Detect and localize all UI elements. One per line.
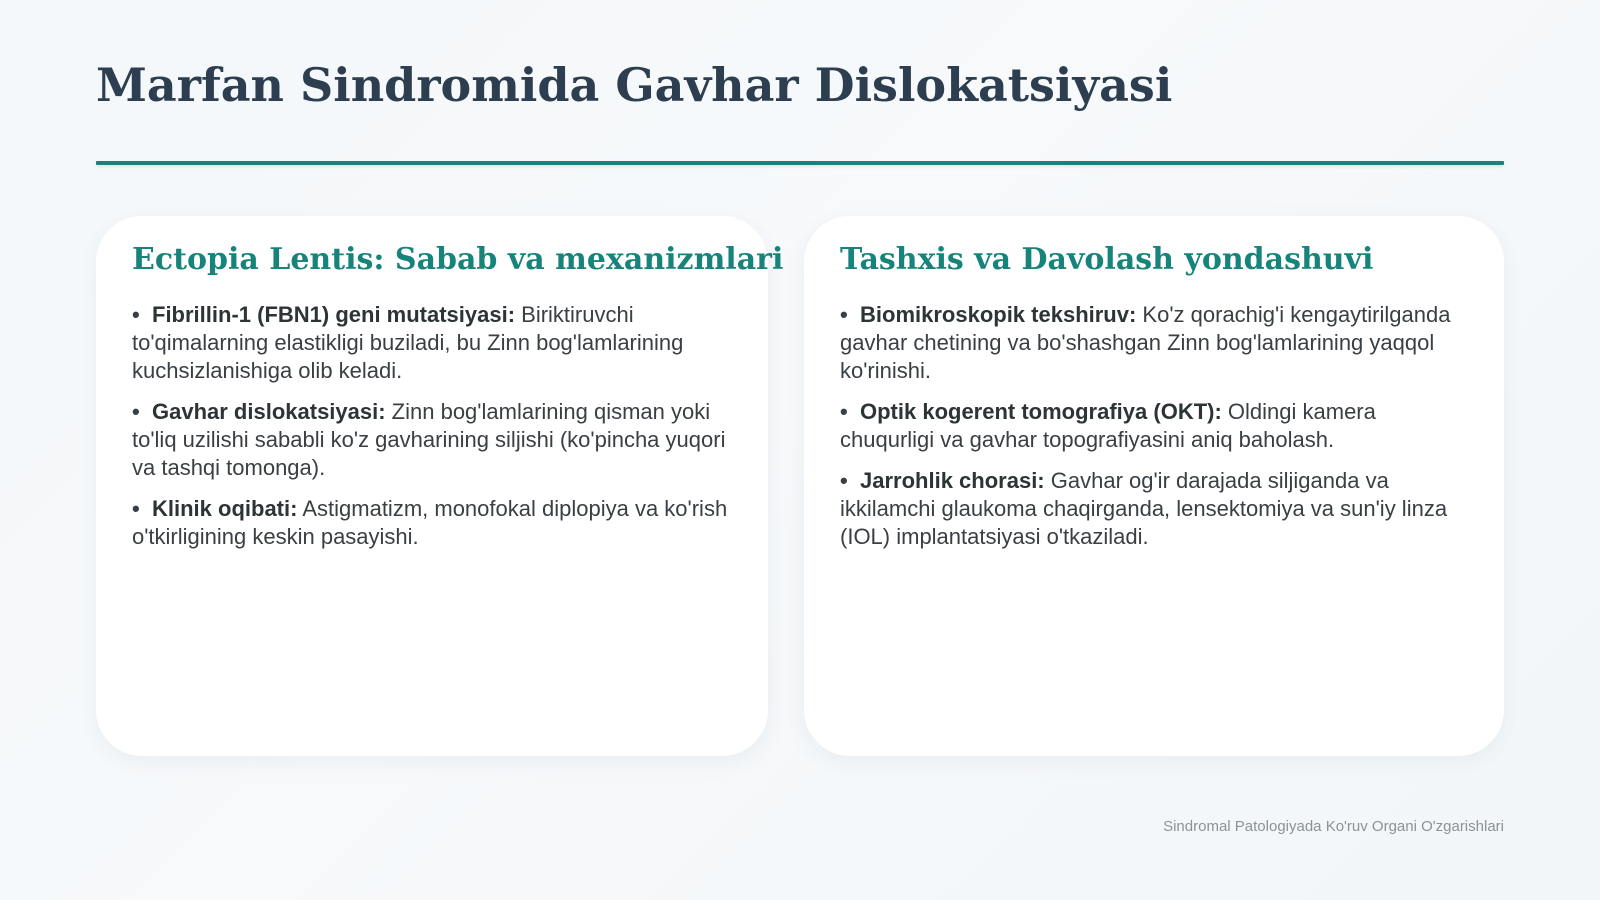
bullet-term: Klinik oqibati: <box>152 496 298 521</box>
list-item <box>132 398 732 482</box>
bullet-text: Biriktiruvchi to'qimalarning elastikligi buziladi, bu Zinn bog'lamlarining kuchsizlanishiga olib keladi. <box>132 302 684 383</box>
list-item <box>840 398 1468 454</box>
bullet-term: Biomikroskopik tekshiruv: <box>860 302 1137 327</box>
slide-title: Marfan Sindromida Gavhar Dislokatsiyasi <box>96 58 1173 112</box>
bullet-text: Astigmatizm, monofokal diplopiya va ko'rish o'tkirligining keskin pasayishi. <box>132 496 728 549</box>
bullet-icon: • <box>840 302 848 327</box>
bullet-term: Optik kogerent tomografiya (OKT): <box>860 399 1222 424</box>
list-item <box>132 301 732 385</box>
bullet-text: Gavhar og'ir darajada siljiganda va ikkilamchi glaukoma chaqirganda, lensektomiya va sun'iy linza (IOL) implantatsiyasi o'tkaziladi. <box>840 468 1448 549</box>
list-item <box>840 467 1468 551</box>
bullet-icon: • <box>840 399 848 424</box>
right-bullet-list <box>840 301 1468 551</box>
title-divider <box>96 161 1504 165</box>
list-item <box>132 495 732 551</box>
bullet-text: Ko'z qorachig'i kengaytirilganda gavhar chetining va bo'shashgan Zinn bog'lamlarining yaqqol ko'rinishi. <box>840 302 1451 383</box>
bullet-term: Fibrillin-1 (FBN1) geni mutatsiyasi: <box>152 302 516 327</box>
bullet-text: Zinn bog'lamlarining qisman yoki to'liq uzilishi sababli ko'z gavharining siljishi (ko'pincha yuqori va tashqi tomonga). <box>132 399 726 480</box>
slide-footer: Sindromal Patologiyada Ko'ruv Organi O'zgarishlari <box>1163 818 1504 835</box>
bullet-icon: • <box>132 302 140 327</box>
left-card <box>96 216 784 756</box>
bullet-icon: • <box>132 399 140 424</box>
bullet-icon: • <box>132 496 140 521</box>
right-card-heading: Tashxis va Davolash yondashuvi <box>840 242 1374 277</box>
list-item <box>840 301 1468 385</box>
bullet-text: Oldingi kamera chuqurligi va gavhar topografiyasini aniq baholash. <box>840 399 1376 452</box>
right-card <box>804 216 1504 756</box>
left-card-heading: Ectopia Lentis: Sabab va mexanizmlari <box>132 242 784 277</box>
bullet-term: Jarrohlik chorasi: <box>860 468 1045 493</box>
bullet-icon: • <box>840 468 848 493</box>
left-bullet-list <box>132 301 732 551</box>
bullet-term: Gavhar dislokatsiyasi: <box>152 399 386 424</box>
